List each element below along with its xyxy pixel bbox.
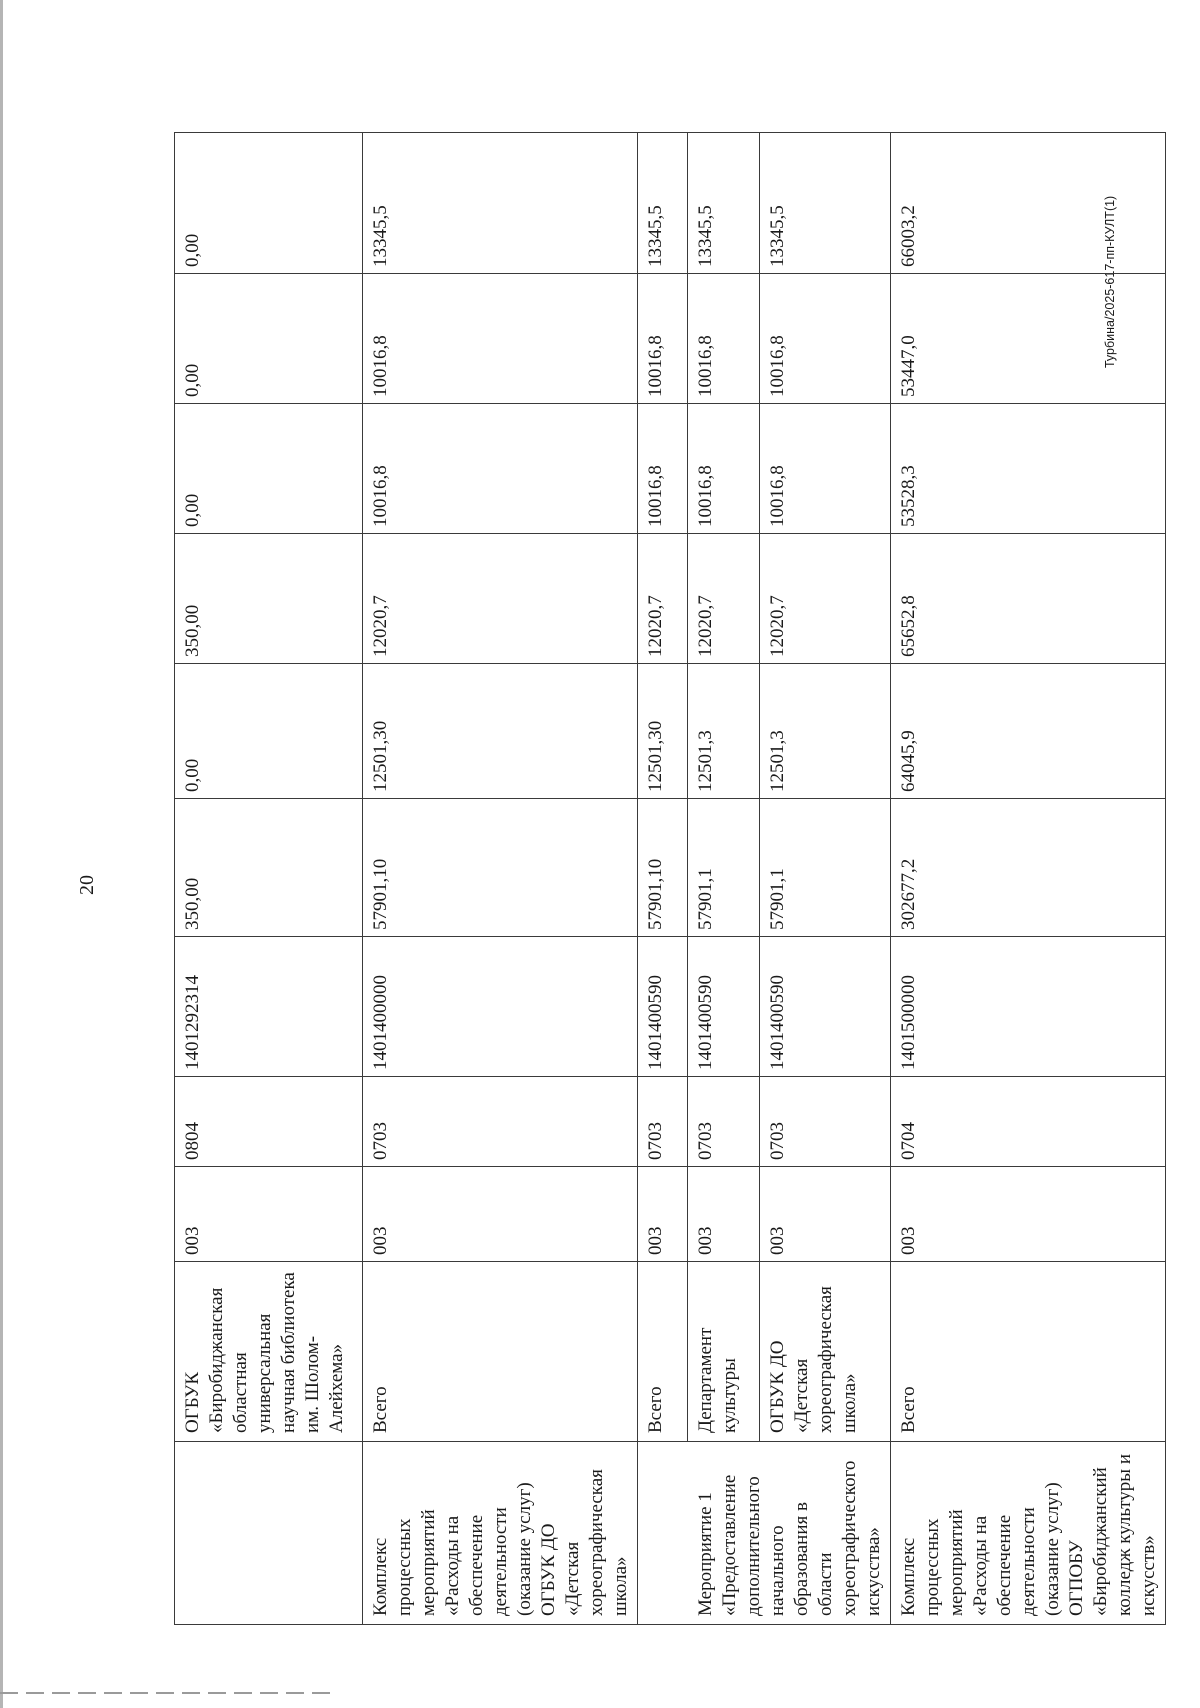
target-article-cell: 1401292314 [175,937,363,1077]
table-row [175,133,363,1625]
table-row [638,133,688,1625]
year-amount-cell: 10016,8 [687,274,760,404]
year-amount-cell: 10016,8 [760,274,891,404]
section-code-cell: 0704 [891,1077,1166,1167]
year-amount-cell: 12501,3 [687,664,760,799]
year-amount-cell: 12020,7 [363,534,638,664]
year-amount-cell: 53528,3 [891,404,1166,534]
year-amount-cell: 64045,9 [891,664,1166,799]
total-amount-cell: 57901,1 [687,799,760,937]
grbs-code-cell: 003 [638,1167,688,1262]
page-number: 20 [76,875,98,895]
grbs-code-cell: 003 [363,1167,638,1262]
program-name-cell [175,1442,363,1625]
total-amount-cell: 57901,1 [760,799,891,937]
section-code-cell: 0804 [175,1077,363,1167]
executor-cell: ОГБУК ДО «Детская хореографическая школа» [760,1262,891,1442]
target-article-cell: 1401400590 [760,937,891,1077]
total-amount-cell: 302677,2 [891,799,1166,937]
table-row [363,133,638,1625]
grbs-code-cell: 003 [760,1167,891,1262]
section-code-cell: 0703 [363,1077,638,1167]
year-amount-cell: 66003,2 [891,133,1166,274]
executor-cell: Всего [891,1262,1166,1442]
target-article-cell: 1401500000 [891,937,1166,1077]
total-amount-cell: 57901,10 [363,799,638,937]
target-article-cell: 1401400000 [363,937,638,1077]
total-amount-cell: 57901,10 [638,799,688,937]
year-amount-cell: 53447,0 [891,274,1166,404]
section-code-cell: 0703 [687,1077,760,1167]
grbs-code-cell: 003 [687,1167,760,1262]
program-name-cell: Комплекс процессных мероприятий «Расходы на обеспечение деятельности (оказание услуг) ОГПОБУ «Биробиджанский колледж культуры и искусств» [891,1442,1166,1625]
year-amount-cell: 13345,5 [363,133,638,274]
year-amount-cell: 13345,5 [687,133,760,274]
document-stamp: Турбина/2025-617-пп-КУЛТ(1) [1103,195,1117,368]
year-amount-cell: 13345,5 [638,133,688,274]
year-amount-cell: 350,00 [175,534,363,664]
year-amount-cell: 12020,7 [760,534,891,664]
year-amount-cell: 0,00 [175,404,363,534]
target-article-cell: 1401400590 [638,937,688,1077]
total-amount-cell: 350,00 [175,799,363,937]
program-name-cell: Мероприятие 1 «Предоставление дополнительного начального образования в области хореографического искусства» [638,1442,891,1625]
year-amount-cell: 12501,30 [638,664,688,799]
year-amount-cell: 10016,8 [638,404,688,534]
table-row [891,133,1166,1625]
year-amount-cell: 0,00 [175,664,363,799]
year-amount-cell: 10016,8 [638,274,688,404]
year-amount-cell: 12501,3 [760,664,891,799]
executor-cell: Всего [638,1262,688,1442]
scan-bottom-artifact [0,1692,330,1694]
year-amount-cell: 10016,8 [687,404,760,534]
year-amount-cell: 0,00 [175,274,363,404]
executor-cell: Всего [363,1262,638,1442]
year-amount-cell: 10016,8 [363,274,638,404]
table-row [760,133,891,1625]
year-amount-cell: 10016,8 [363,404,638,534]
executor-cell: ОГБУК «Биробиджанская областная универсальная научная библиотека им. Шолом-Алейхема» [175,1262,363,1442]
grbs-code-cell: 003 [175,1167,363,1262]
section-code-cell: 0703 [638,1077,688,1167]
table-row [687,133,760,1625]
year-amount-cell: 12020,7 [687,534,760,664]
year-amount-cell: 65652,8 [891,534,1166,664]
section-code-cell: 0703 [760,1077,891,1167]
year-amount-cell: 13345,5 [760,133,891,274]
grbs-code-cell: 003 [891,1167,1166,1262]
year-amount-cell: 12501,30 [363,664,638,799]
year-amount-cell: 0,00 [175,133,363,274]
target-article-cell: 1401400590 [687,937,760,1077]
year-amount-cell: 12020,7 [638,534,688,664]
year-amount-cell: 10016,8 [760,404,891,534]
budget-table [174,132,1166,1625]
scan-edge-line [0,0,3,1708]
program-name-cell: Комплекс процессных мероприятий «Расходы на обеспечение деятельности (оказание услуг) ОГБУК ДО «Детская хореографическая школа» [363,1442,638,1625]
executor-cell: Департамент культуры [687,1262,760,1442]
